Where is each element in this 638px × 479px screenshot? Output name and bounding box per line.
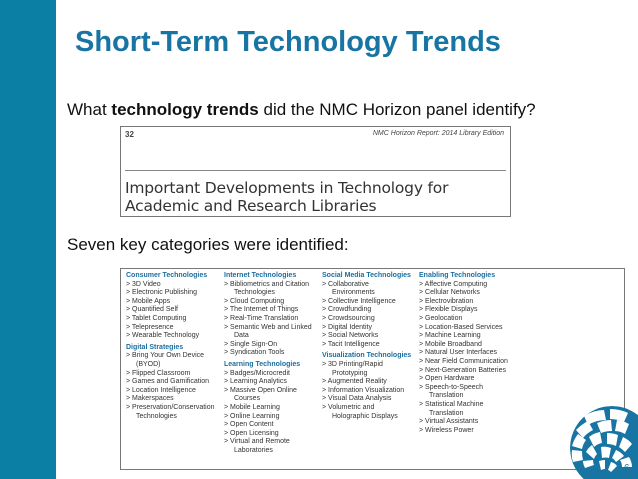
category-item: Prototyping — [332, 369, 368, 377]
category-item: > Mobile Apps — [126, 297, 171, 305]
report-heading-line1: Important Developments in Technology for — [125, 179, 449, 197]
category-item: > Flexible Displays — [419, 306, 478, 314]
category-item: > Flipped Classroom — [126, 369, 191, 377]
category-item: > Collective Intelligence — [322, 297, 396, 305]
category-item: > Cloud Computing — [224, 297, 285, 305]
report-title: NMC Horizon Report: 2014 Library Edition — [372, 130, 504, 137]
category-item: Technologies — [234, 289, 275, 297]
categories-image — [120, 268, 625, 470]
category-item: > Games and Gamification — [126, 378, 210, 386]
category-item: > Visual Data Analysis — [322, 395, 392, 403]
category-item: > Open Content — [224, 421, 274, 429]
report-rule — [125, 170, 506, 171]
category-item: > Collaborative — [322, 280, 369, 288]
category-heading: Internet Technologies — [224, 272, 297, 279]
category-item: > Massive Open Online — [224, 386, 297, 394]
category-item: Holographic Displays — [332, 412, 398, 420]
slide-title: Short-Term Technology Trends — [75, 26, 501, 58]
category-item: > Speech-to-Speech — [419, 383, 484, 391]
slide-subhead: Seven key categories were identified: — [67, 235, 349, 254]
category-item: > Open Licensing — [224, 429, 279, 437]
category-item: > Quantified Self — [126, 306, 178, 314]
category-item: > 3D Video — [126, 280, 161, 288]
category-item: > Syndication Tools — [224, 349, 285, 357]
category-item: > Wireless Power — [419, 426, 474, 434]
category-item: > Virtual Assistants — [419, 418, 479, 426]
category-item: Technologies — [136, 412, 177, 420]
report-page-number: 32 — [125, 130, 134, 139]
category-item: > Preservation/Conservation — [126, 403, 215, 411]
category-column-3 — [322, 272, 411, 421]
category-item: > Cellular Networks — [419, 289, 480, 297]
category-item: > Virtual and Remote — [224, 438, 290, 446]
category-item: > Learning Analytics — [224, 378, 287, 386]
category-item: > Tablet Computing — [126, 314, 187, 322]
category-item: Data — [234, 332, 249, 340]
category-heading: Consumer Technologies — [126, 272, 208, 279]
category-item: > Telepresence — [126, 323, 174, 331]
category-heading: Learning Technologies — [224, 360, 301, 368]
category-item: > Near Field Communication — [419, 357, 508, 365]
report-heading — [125, 179, 448, 215]
category-item: > Makerspaces — [126, 395, 174, 403]
category-item: > 3D Printing/Rapid — [322, 360, 383, 368]
slide-page-number: 6 — [624, 463, 630, 474]
category-item: > Real-Time Translation — [224, 314, 299, 322]
category-item: > Geolocation — [419, 314, 463, 322]
report-heading-line2: Academic and Research Libraries — [125, 197, 377, 215]
category-item: > Mobile Broadband — [419, 340, 482, 348]
category-heading: Social Media Technologies — [322, 272, 411, 279]
category-item: > Single Sign-On — [224, 340, 278, 348]
category-item: > The Internet of Things — [224, 306, 299, 314]
category-item: > Wearable Technology — [126, 332, 200, 340]
category-item: > Bring Your Own Device — [126, 352, 205, 360]
category-item: > Electronic Publishing — [126, 289, 198, 297]
category-item: > Natural User Interfaces — [419, 349, 498, 357]
category-item: Environments — [332, 289, 375, 297]
category-item: > Digital Identity — [322, 323, 372, 331]
slide-question — [67, 100, 536, 120]
category-item: > Next-Generation Batteries — [419, 366, 506, 374]
category-item: > Semantic Web and Linked — [224, 323, 312, 331]
category-heading: Visualization Technologies — [322, 352, 412, 360]
category-item: > Crowdsourcing — [322, 314, 375, 322]
category-column-2 — [224, 272, 312, 455]
question-bold: technology trends — [111, 100, 259, 119]
category-item: > Tacit Intelligence — [322, 340, 380, 348]
category-heading: Digital Strategies — [126, 343, 184, 351]
category-column-1 — [126, 272, 215, 421]
category-item: > Online Learning — [224, 412, 280, 420]
category-item: > Affective Computing — [419, 280, 488, 288]
category-item: Laboratories — [234, 446, 273, 454]
category-item: > Information Visualization — [322, 386, 405, 394]
question-post: did the NMC Horizon panel identify? — [258, 100, 536, 119]
category-item: (BYOD) — [136, 360, 161, 368]
category-item: > Location-Based Services — [419, 323, 503, 331]
category-heading: Enabling Technologies — [419, 272, 496, 279]
category-item: Translation — [429, 392, 464, 400]
report-header-image — [120, 126, 511, 217]
category-item: > Machine Learning — [419, 332, 481, 340]
category-item: > Electrovibration — [419, 297, 474, 305]
category-item: > Badges/Microcredit — [224, 369, 290, 377]
category-item: > Bibliometrics and Citation — [224, 280, 310, 288]
category-item: > Mobile Learning — [224, 403, 280, 411]
category-item: > Open Hardware — [419, 375, 475, 383]
category-item: Translation — [429, 409, 464, 417]
category-item: > Statistical Machine — [419, 400, 484, 408]
question-pre: What — [67, 100, 112, 119]
category-item: > Location Intelligence — [126, 386, 196, 394]
category-item: > Augmented Reality — [322, 378, 387, 386]
category-item: > Social Networks — [322, 332, 379, 340]
left-accent-bar — [0, 0, 56, 479]
category-item: > Volumetric and — [322, 403, 375, 411]
category-item: > Crowdfunding — [322, 306, 372, 314]
category-column-4 — [419, 272, 508, 435]
category-item: Courses — [234, 395, 261, 403]
